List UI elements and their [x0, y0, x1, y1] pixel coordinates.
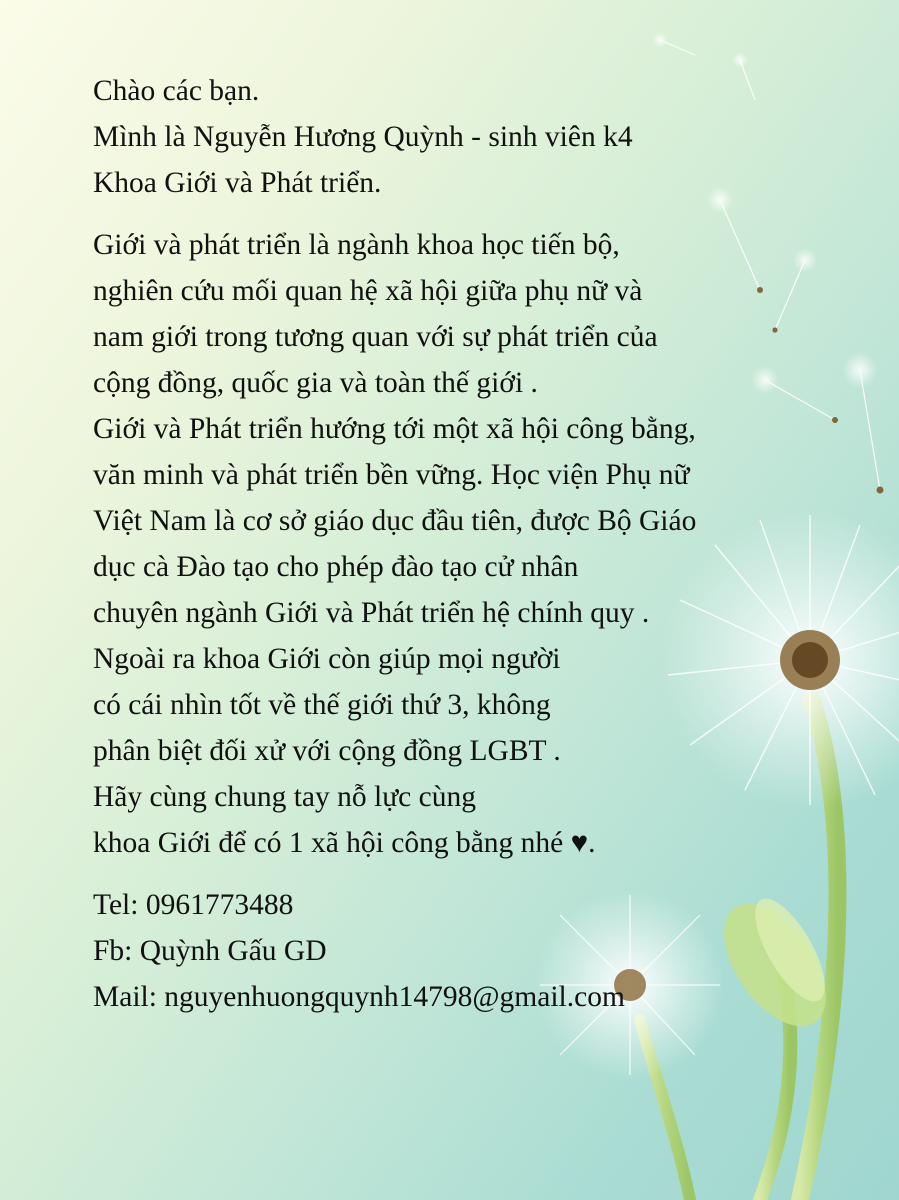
body-line: nam giới trong tương quan với sự phát triển của: [93, 321, 658, 353]
body-line: Giới và phát triển là ngành khoa học tiến bộ,: [93, 229, 620, 261]
paragraph-gap: [93, 866, 813, 882]
body-line: chuyên ngành Giới và Phát triển hệ chính quy .: [93, 597, 650, 629]
body-line: dục cà Đào tạo cho phép đào tạo cử nhân: [93, 551, 579, 583]
greeting: Chào các bạn.: [93, 75, 260, 107]
body-line: cộng đồng, quốc gia và toàn thế giới .: [93, 367, 538, 399]
contact-facebook: Fb: Quỳnh Gấu GD: [93, 935, 327, 967]
body-line: nghiên cứu mối quan hệ xã hội giữa phụ nữ và: [93, 275, 643, 307]
body-line: phân biệt đối xử với cộng đồng LGBT .: [93, 735, 561, 767]
body-line: Hãy cùng chung tay nỗ lực cùng: [93, 781, 476, 813]
body-line: Ngoài ra khoa Giới còn giúp mọi người: [93, 643, 561, 675]
paragraph-gap: [93, 206, 813, 222]
contact-email: Mail: nguyenhuongquynh14798@gmail.com: [93, 981, 625, 1013]
body-line: Việt Nam là cơ sở giáo dục đầu tiên, được Bộ Giáo: [93, 505, 697, 537]
body-line: có cái nhìn tốt về thế giới thứ 3, không: [93, 689, 551, 721]
contact-phone: Tel: 0961773488: [93, 889, 294, 921]
faculty-name: Khoa Giới và Phát triển.: [93, 167, 382, 199]
body-line: khoa Giới để có 1 xã hội công bằng nhé ♥.: [93, 827, 596, 859]
introduction: Mình là Nguyễn Hương Quỳnh - sinh viên k4: [93, 121, 633, 153]
body-line: Giới và Phát triển hướng tới một xã hội công bằng,: [93, 413, 696, 445]
body-line: văn minh và phát triển bền vững. Học viện Phụ nữ: [93, 459, 690, 491]
letter-text: [93, 68, 813, 1020]
